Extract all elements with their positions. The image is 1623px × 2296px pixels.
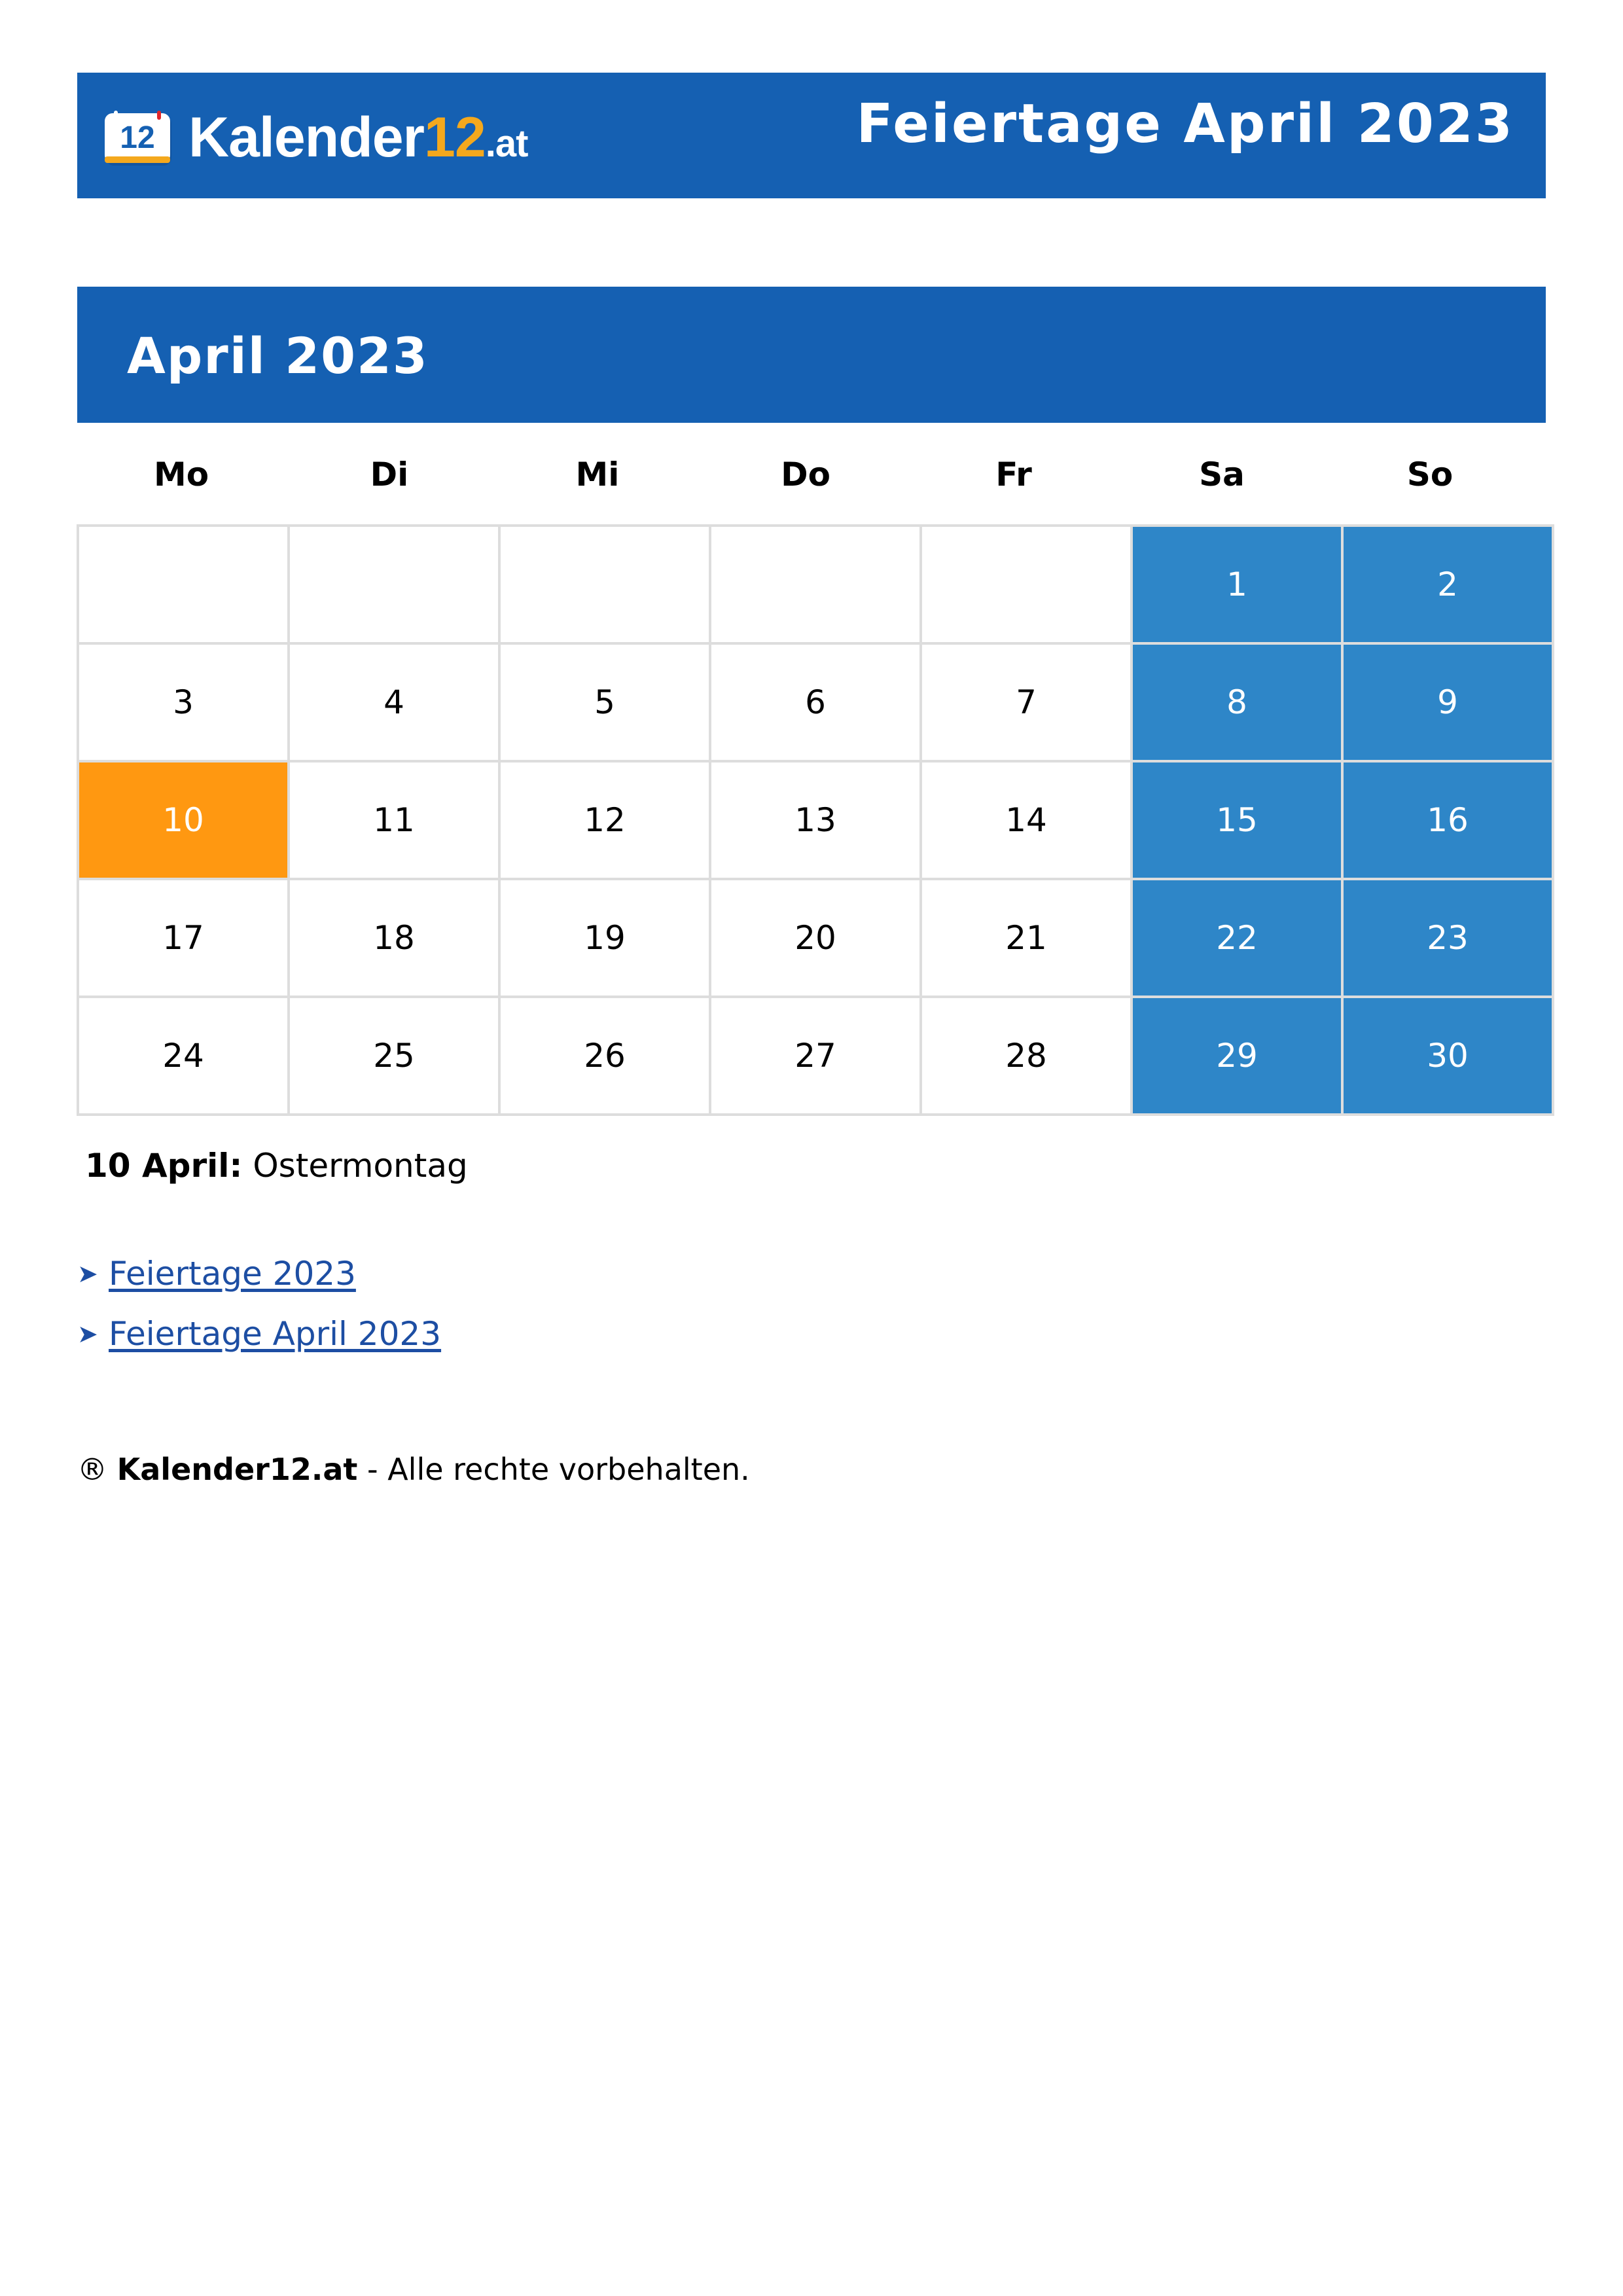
calendar-week-row xyxy=(78,761,1553,879)
calendar-day-cell xyxy=(289,526,499,643)
calendar-week-row xyxy=(78,526,1553,643)
calendar-day-cell: 14 xyxy=(921,761,1132,879)
footer xyxy=(77,1446,750,1492)
calendar-day-cell xyxy=(78,526,289,643)
logo-brand-tld: .at xyxy=(485,122,528,165)
calendar-icon xyxy=(105,111,173,167)
calendar-day-cell-weekend: 1 xyxy=(1132,526,1342,643)
weekday-label: So xyxy=(1406,456,1454,493)
calendar-day-cell-weekend: 15 xyxy=(1132,761,1342,879)
calendar-day-cell: 17 xyxy=(78,879,289,997)
calendar-week-row xyxy=(78,643,1553,761)
calendar-day-cell-weekend: 29 xyxy=(1132,997,1342,1115)
weekday-label: Do xyxy=(781,456,830,493)
logo-brand-accent: 12 xyxy=(424,106,486,169)
page-title: Feiertage April 2023 xyxy=(856,93,1514,155)
calendar-day-cell: 4 xyxy=(289,643,499,761)
calendar-grid xyxy=(77,524,1554,1116)
weekday-label: Fr xyxy=(995,456,1032,493)
calendar-day-cell: 25 xyxy=(289,997,499,1115)
calendar-day-cell: 28 xyxy=(921,997,1132,1115)
calendar-day-cell: 7 xyxy=(921,643,1132,761)
link-feiertage-2023[interactable]: Feiertage 2023 xyxy=(109,1255,356,1293)
top-banner xyxy=(77,73,1546,198)
calendar-day-cell: 11 xyxy=(289,761,499,879)
weekday-label: Di xyxy=(370,456,409,493)
calendar-day-cell: 24 xyxy=(78,997,289,1115)
calendar-day-cell-weekend: 8 xyxy=(1132,643,1342,761)
link-feiertage-april-2023[interactable]: Feiertage April 2023 xyxy=(109,1315,442,1353)
weekday-row xyxy=(77,452,1534,497)
link-item xyxy=(77,1244,441,1304)
calendar-day-cell: 6 xyxy=(710,643,921,761)
calendar-icon-number: 12 xyxy=(120,120,155,155)
weekday-label: Mo xyxy=(153,456,209,493)
calendar-day-cell xyxy=(710,526,921,643)
logo-wordmark xyxy=(188,106,528,169)
footer-text: - Alle rechte vorbehalten. xyxy=(366,1452,750,1487)
calendar-day-cell-weekend: 2 xyxy=(1342,526,1553,643)
calendar-day-cell-weekend: 23 xyxy=(1342,879,1553,997)
link-item xyxy=(77,1304,441,1364)
calendar-week-row xyxy=(78,997,1553,1115)
calendar-day-cell: 13 xyxy=(710,761,921,879)
weekday-label: Sa xyxy=(1199,456,1245,493)
arrow-icon: ➤ xyxy=(77,1259,98,1288)
calendar-day-cell: 12 xyxy=(499,761,710,879)
calendar-day-cell-weekend: 16 xyxy=(1342,761,1553,879)
holiday-date: 10 April: xyxy=(85,1147,243,1185)
calendar-week-row xyxy=(78,879,1553,997)
holiday-name: Ostermontag xyxy=(253,1147,468,1185)
calendar-day-cell: 26 xyxy=(499,997,710,1115)
calendar-day-cell: 27 xyxy=(710,997,921,1115)
logo-brand-main: Kalender xyxy=(188,106,425,169)
calendar-day-cell: 18 xyxy=(289,879,499,997)
calendar-day-cell-weekend: 22 xyxy=(1132,879,1342,997)
registered-icon: ® xyxy=(77,1452,107,1487)
calendar-day-cell-weekend: 9 xyxy=(1342,643,1553,761)
calendar-day-cell: 21 xyxy=(921,879,1132,997)
month-title: April 2023 xyxy=(127,327,429,385)
calendar-day-cell xyxy=(921,526,1132,643)
arrow-icon: ➤ xyxy=(77,1319,98,1348)
site-logo[interactable] xyxy=(105,107,527,168)
calendar-day-cell: 5 xyxy=(499,643,710,761)
footer-brand: Kalender12.at xyxy=(116,1452,358,1487)
calendar-day-cell xyxy=(499,526,710,643)
link-list xyxy=(77,1244,441,1364)
month-header xyxy=(77,287,1546,423)
calendar-day-cell: 19 xyxy=(499,879,710,997)
weekday-label: Mi xyxy=(575,456,620,493)
calendar-day-cell-holiday: 10 xyxy=(78,761,289,879)
calendar-day-cell: 3 xyxy=(78,643,289,761)
calendar-day-cell: 20 xyxy=(710,879,921,997)
calendar-day-cell-weekend: 30 xyxy=(1342,997,1553,1115)
holiday-entry xyxy=(85,1143,468,1189)
